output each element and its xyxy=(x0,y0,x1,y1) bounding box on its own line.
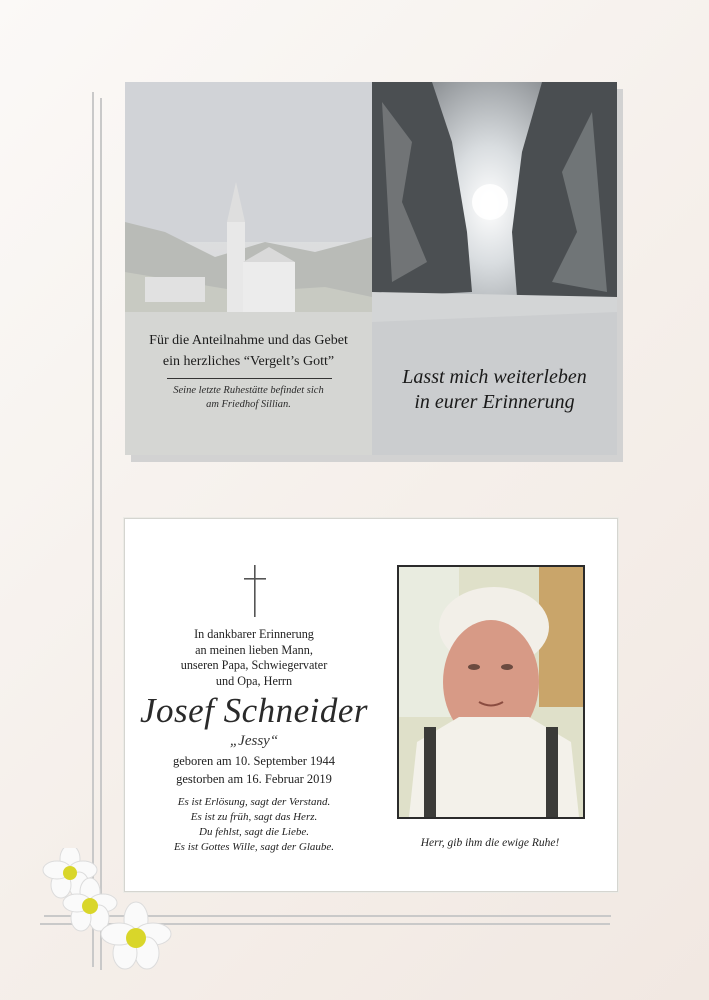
intro-line-1: In dankbarer Erinnerung xyxy=(194,627,314,641)
birth-date: geboren am 10. September 1944 xyxy=(172,754,336,768)
flower-decoration xyxy=(38,848,178,978)
grave-location-text xyxy=(125,384,372,412)
grave-line-1: Seine letzte Ruhestätte befindet sich xyxy=(173,385,324,396)
thanks-text xyxy=(125,330,372,372)
death-date: gestorben am 16. Februar 2019 xyxy=(176,772,332,786)
poem-line-3: Du fehlst, sagt die Liebe. xyxy=(199,826,309,838)
nickname: „Jessy“ xyxy=(229,733,279,749)
memorial-quote xyxy=(372,365,617,415)
obituary-card xyxy=(124,518,618,892)
intro-line-3: unseren Papa, Schwiegervater xyxy=(180,658,328,672)
top-card xyxy=(125,82,617,455)
portrait-image xyxy=(399,567,583,817)
cross-icon xyxy=(244,565,266,617)
intro-text xyxy=(125,627,383,689)
portrait-photo xyxy=(397,565,585,819)
thanks-line-1: Für die Anteilnahme und das Gebet xyxy=(149,333,348,348)
poem-line-1: Es ist Erlösung, sagt der Verstand. xyxy=(177,796,331,808)
poem-line-2: Es ist zu früh, sagt das Herz. xyxy=(190,811,318,823)
quote-line-2: in eurer Erinnerung xyxy=(414,391,575,413)
frame-line-vertical-2 xyxy=(100,98,102,970)
photo-caption: Herr, gib ihm die ewige Ruhe! xyxy=(420,837,560,849)
snowy-forest-panel xyxy=(372,82,617,455)
village-church-panel xyxy=(125,82,372,455)
quote-line-1: Lasst mich weiterleben xyxy=(402,366,587,388)
thanks-line-2: ein herzliches “Vergelt’s Gott” xyxy=(162,354,335,369)
intro-line-4: und Opa, Herrn xyxy=(215,673,293,688)
divider xyxy=(167,378,332,379)
deceased-name: Josef Schneider xyxy=(139,691,369,730)
intro-line-2: an meinen lieben Mann, xyxy=(195,642,313,657)
poem xyxy=(125,795,383,855)
grave-line-2: am Friedhof Sillian. xyxy=(206,399,291,410)
frame-line-vertical-1 xyxy=(92,92,94,967)
poem-line-4: Es ist Gottes Wille, sagt der Glaube. xyxy=(173,841,335,853)
